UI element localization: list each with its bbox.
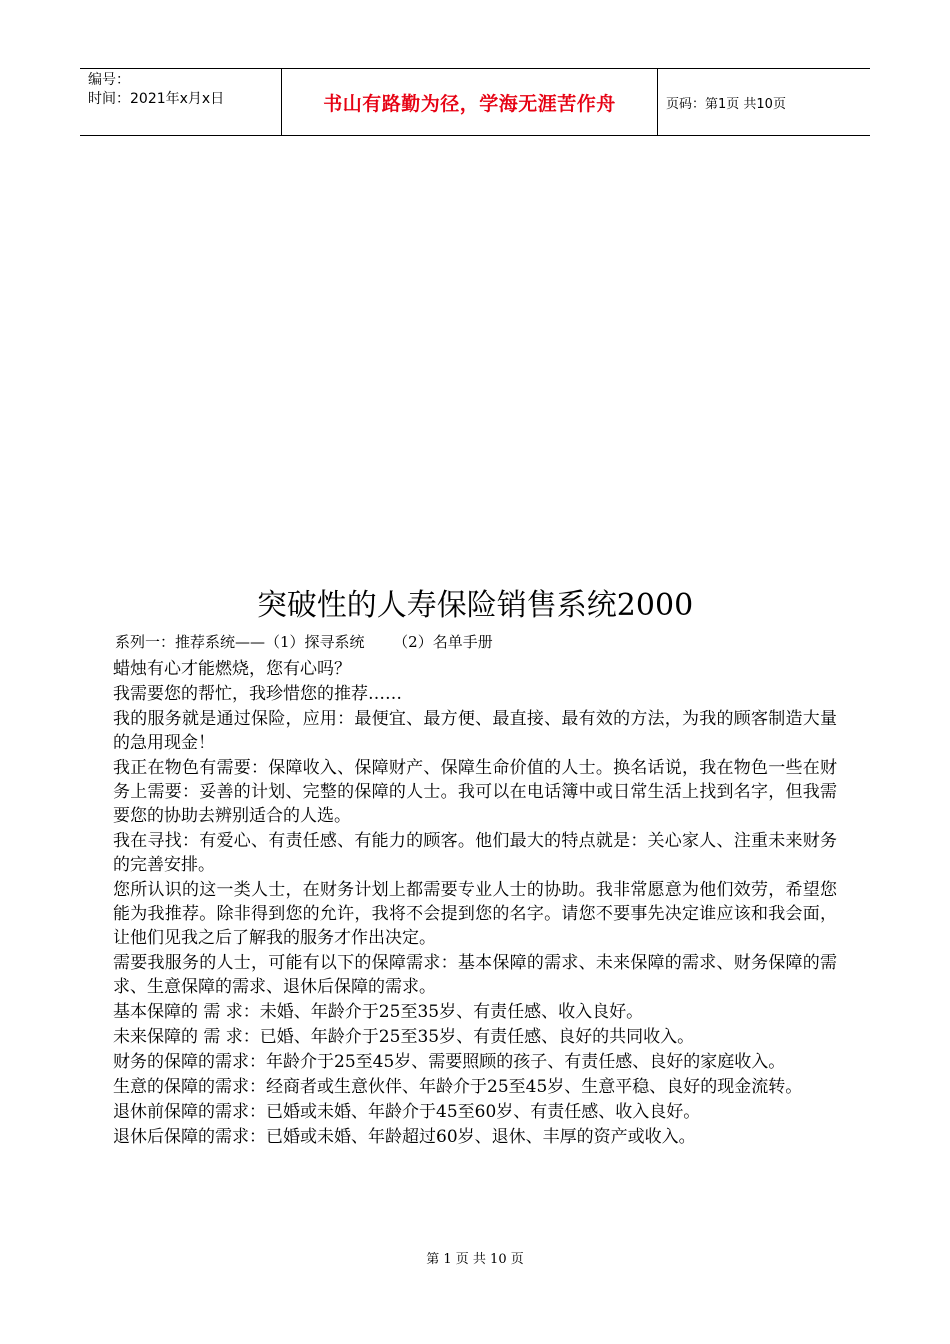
body-paragraph: 您所认识的这一类人士，在财务计划上都需要专业人士的协助。我非常愿意为他们效劳，希望您能为我推荐。除非得到您的允许，我将不会提到您的名字。请您不要事先决定谁应该和我会面，让他们见我之后了解我的服务才作出决定。	[113, 880, 837, 948]
page-header	[80, 68, 870, 136]
header-page-info: 页码：第1页 共10页	[666, 96, 786, 112]
body-paragraph: 蜡烛有心才能燃烧，您有心吗？	[113, 659, 351, 679]
body-paragraph: 退休后保障的需求：已婚或未婚、年龄超过60岁、退休、丰厚的资产或收入。	[113, 1127, 696, 1147]
header-meta	[80, 69, 282, 135]
body-paragraph: 财务的保障的需求：年龄介于25至45岁、需要照顾的孩子、有责任感、良好的家庭收入。	[113, 1052, 786, 1072]
document-subtitle: 系列一：推荐系统——（1）探寻系统 （2）名单手册	[115, 633, 493, 651]
document-body	[113, 657, 837, 1150]
header-motto: 书山有路勤为径，学海无涯苦作舟	[282, 69, 658, 135]
body-paragraph: 需要我服务的人士，可能有以下的保障需求：基本保障的需求、未来保障的需求、财务保障的需求、生意保障的需求、退休后保障的需求。	[113, 953, 837, 997]
body-paragraph: 我的服务就是通过保险，应用：最便宜、最方便、最直接、最有效的方法，为我的顾客制造大量的急用现金！	[113, 709, 837, 753]
body-paragraph: 未来保障的 需 求：已婚、年龄介于25至35岁、有责任感、良好的共同收入。	[113, 1027, 695, 1047]
document-number-label: 编号：	[88, 72, 130, 88]
body-paragraph: 我在寻找：有爱心、有责任感、有能力的顾客。他们最大的特点就是：关心家人、注重未来财务的完善安排。	[113, 831, 837, 875]
document-title: 突破性的人寿保险销售系统2000	[256, 588, 694, 623]
body-paragraph: 基本保障的 需 求：未婚、年龄介于25至35岁、有责任感、收入良好。	[113, 1002, 644, 1022]
body-paragraph: 生意的保障的需求：经商者或生意伙伴、年龄介于25至45岁、生意平稳、良好的现金流转。	[113, 1077, 803, 1097]
body-paragraph: 我正在物色有需要：保障收入、保障财产、保障生命价值的人士。换名话说，我在物色一些在财务上需要：妥善的计划、完整的保障的人士。我可以在电话簿中或日常生活上找到名字，但我需要您的协助去辨别适合的人选。	[113, 758, 837, 826]
page-footer: 第 1 页 共 10 页	[426, 1252, 524, 1267]
body-paragraph: 我需要您的帮忙，我珍惜您的推荐……	[113, 684, 402, 704]
document-time-label: 时间：2021年x月x日	[88, 91, 225, 107]
body-paragraph: 退休前保障的需求：已婚或未婚、年龄介于45至60岁、有责任感、收入良好。	[113, 1102, 701, 1122]
